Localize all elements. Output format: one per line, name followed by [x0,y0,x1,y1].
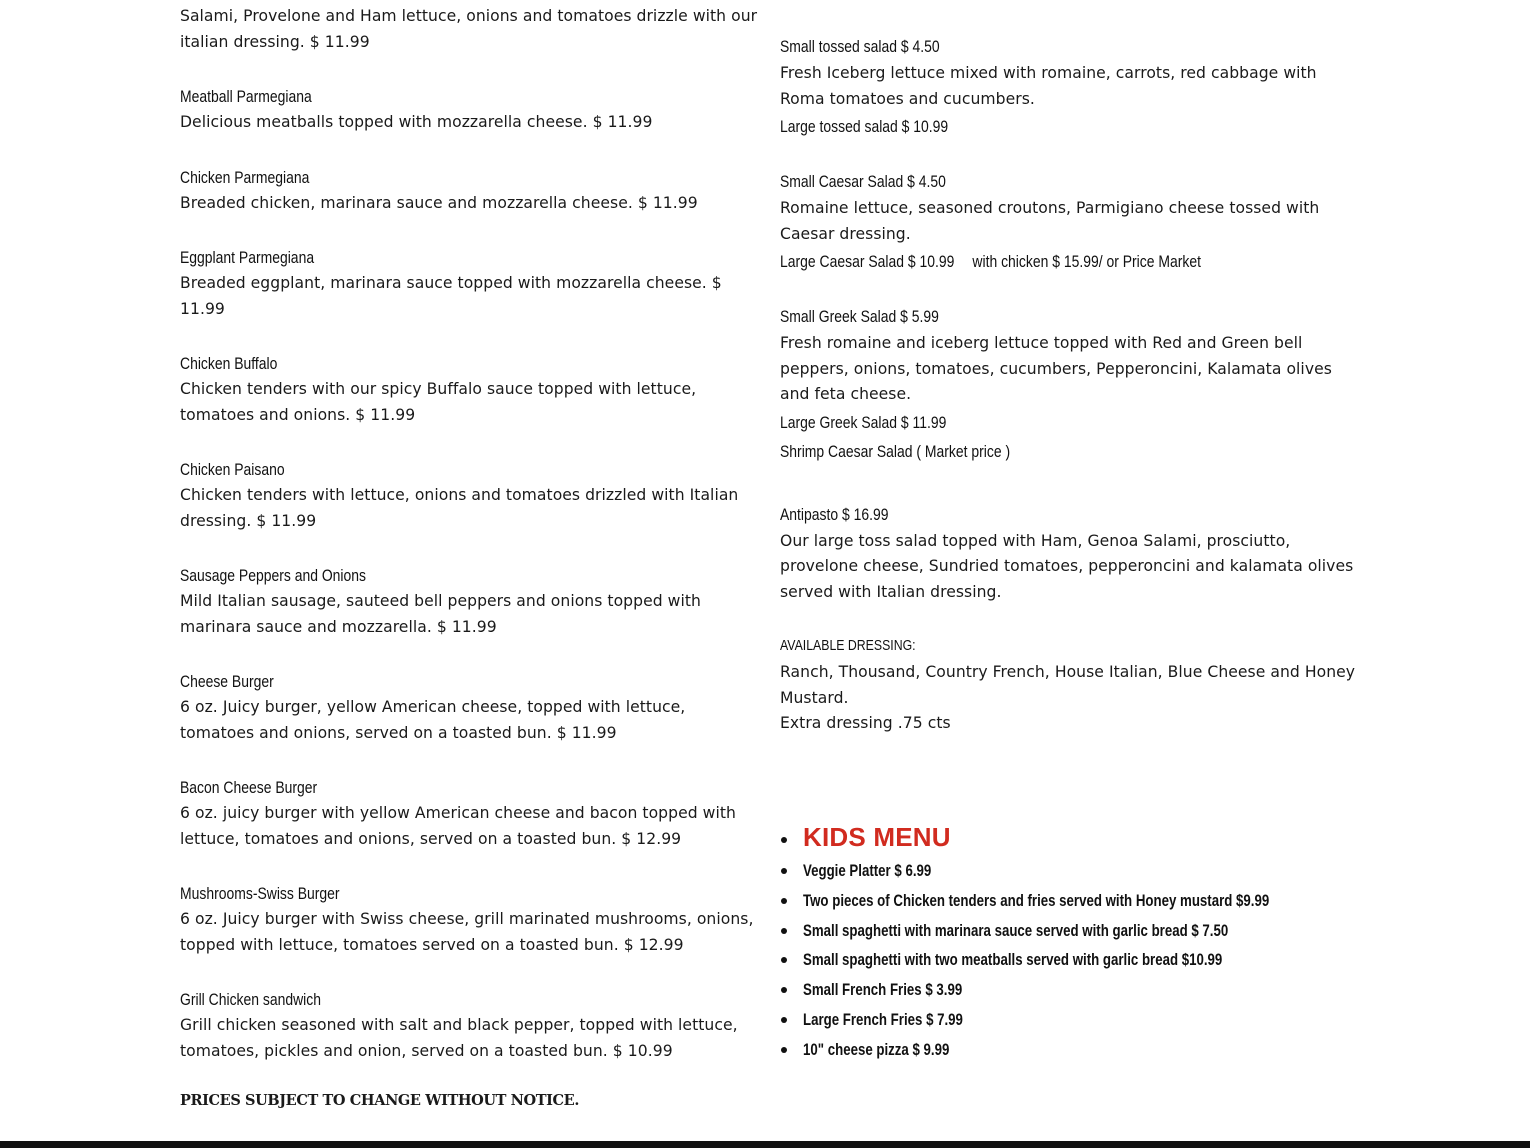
kids-item-chicken-tenders: Two pieces of Chicken tenders and fries served with Honey mustard $9.99 [803,890,1270,910]
caesar-salad-block [780,167,1360,276]
antipasto-block [780,500,1360,606]
caesar-salad-description: Romaine lettuce, seasoned croutons, Parmigiano cheese tossed with Caesar dressing. [780,199,1320,243]
menu-item-description: Breaded chicken, marinara sauce and mozzarella cheese. $ 11.99 [180,193,698,212]
right-salad-column [780,32,1360,763]
menu-item-meatball-parmegiana [180,83,760,136]
tossed-salad-block [780,32,1360,141]
menu-item-name: Sausage Peppers and Onions [180,566,366,585]
kids-menu-item [780,1005,1401,1035]
kids-menu-item [780,1035,1401,1065]
menu-item-name: Chicken Buffalo [180,354,278,373]
menu-item-description: 6 oz. Juicy burger with Swiss cheese, grill marinated mushrooms, onions, topped with lettuce, tomatoes served on a toasted bun. $ 12.99 [180,910,754,954]
kids-item-cheese-pizza: 10" cheese pizza $ 9.99 [803,1039,950,1059]
menu-item-description: Grill chicken seasoned with salt and black pepper, topped with lettuce, tomatoes, pickles and onion, served on a toasted bun. $ 10.99 [180,1016,738,1060]
kids-menu-item [780,856,1401,886]
kids-menu-title-item [780,818,1401,856]
menu-item-description: Chicken tenders with lettuce, onions and tomatoes drizzled with Italian dressing. $ 11.99 [180,486,739,530]
kids-item-veggie-platter: Veggie Platter $ 6.99 [803,861,932,880]
large-tossed-salad-heading: Large tossed salad $ 10.99 [780,117,949,136]
small-tossed-salad-heading: Small tossed salad $ 4.50 [780,37,940,56]
menu-item-cheese-burger [180,668,760,746]
greek-salad-block [780,302,1360,466]
tossed-salad-description: Fresh Iceberg lettuce mixed with romaine, carrots, red cabbage with Roma tomatoes and cucumbers. [780,64,1317,108]
kids-item-spaghetti-marinara: Small spaghetti with marinara sauce served with garlic bread $ 7.50 [803,920,1229,940]
antipasto-description: Our large toss salad topped with Ham, Genoa Salami, prosciutto, provelone cheese, Sundried tomatoes, pepperoncini and kalamata olives served with Italian dressing. [780,531,1354,601]
small-caesar-salad-heading: Small Caesar Salad $ 4.50 [780,172,946,191]
menu-item-description: Mild Italian sausage, sauteed bell peppers and onions topped with marinara sauce and mozzarella. $ 11.99 [180,592,701,636]
menu-item-description: Chicken tenders with our spicy Buffalo sauce topped with lettuce, tomatoes and onions. $ 11.99 [180,380,697,424]
small-greek-salad-heading: Small Greek Salad $ 5.99 [780,307,939,326]
menu-item-description: 6 oz. juicy burger with yellow American cheese and bacon topped with lettuce, tomatoes and onions, served on a toasted bun. $ 12.99 [180,804,736,848]
menu-item-name: Meatball Parmegiana [180,87,312,106]
kids-item-spaghetti-meatballs: Small spaghetti with two meatballs served with garlic bread $10.99 [803,950,1223,970]
menu-item-name: Chicken Parmegiana [180,167,310,187]
menu-item-eggplant-parmegiana [180,244,760,322]
menu-item-name: Chicken Paisano [180,460,285,479]
menu-item-sausage-peppers-onions [180,562,760,640]
menu-item-chicken-parmegiana [180,164,760,217]
menu-item-name: Cheese Burger [180,672,274,691]
menu-item-description: 6 oz. Juicy burger, yellow American cheese, topped with lettuce, tomatoes and onions, served on a toasted bun. $ 11.99 [180,698,686,742]
extra-dressing-price: Extra dressing .75 cts [780,714,951,732]
available-dressing-heading: AVAILABLE DRESSING: [780,637,916,654]
antipasto-heading: Antipasto $ 16.99 [780,504,889,524]
kids-item-small-fries: Small French Fries $ 3.99 [803,980,963,1000]
caesar-with-chicken-price: with chicken $ 15.99/ or Price Market [972,252,1201,271]
menu-item-intro [180,4,760,55]
kids-menu-item [780,975,1401,1005]
menu-item-chicken-buffalo [180,350,760,428]
greek-salad-description: Fresh romaine and iceberg lettuce topped with Red and Green bell peppers, onions, tomatoes, cucumbers, Pepperoncini, Kalamata olives and feta cheese. [780,334,1332,403]
large-caesar-salad-heading [780,247,1256,276]
menu-item-name: Eggplant Parmegiana [180,248,315,267]
menu-item-bacon-cheese-burger [180,774,760,852]
price-change-notice: PRICES SUBJECT TO CHANGE WITHOUT NOTICE. [180,1092,579,1109]
kids-menu-list [780,818,1401,1065]
dressing-block [780,631,1360,737]
shrimp-caesar-salad-heading: Shrimp Caesar Salad ( Market price ) [780,441,1011,461]
menu-item-description: Delicious meatballs topped with mozzarella cheese. $ 11.99 [180,113,653,131]
menu-item-name: Grill Chicken sandwich [180,990,322,1009]
intro-description: Salami, Provelone and Ham lettuce, onions and tomatoes drizzle with our italian dressing. $ 11.99 [180,7,758,51]
menu-item-name: Mushrooms-Swiss Burger [180,884,340,903]
kids-menu-item [780,945,1401,975]
large-caesar-price: Large Caesar Salad $ 10.99 [780,252,955,271]
footer-bar [0,1141,1530,1148]
kids-item-large-fries: Large French Fries $ 7.99 [803,1009,963,1029]
menu-item-chicken-paisano [180,456,760,534]
menu-item-mushrooms-swiss-burger [180,880,760,958]
kids-menu-title: KIDS MENU [803,822,951,852]
kids-menu-item [780,916,1401,946]
left-menu-column [180,4,760,1109]
menu-item-name: Bacon Cheese Burger [180,778,318,797]
menu-item-description: Breaded eggplant, marinara sauce topped with mozzarella cheese. $ 11.99 [180,274,722,318]
kids-menu-item [780,886,1401,916]
dressing-list: Ranch, Thousand, Country French, House Italian, Blue Cheese and Honey Mustard. [780,663,1356,707]
large-greek-salad-heading: Large Greek Salad $ 11.99 [780,412,947,432]
menu-item-grill-chicken-sandwich [180,986,760,1064]
